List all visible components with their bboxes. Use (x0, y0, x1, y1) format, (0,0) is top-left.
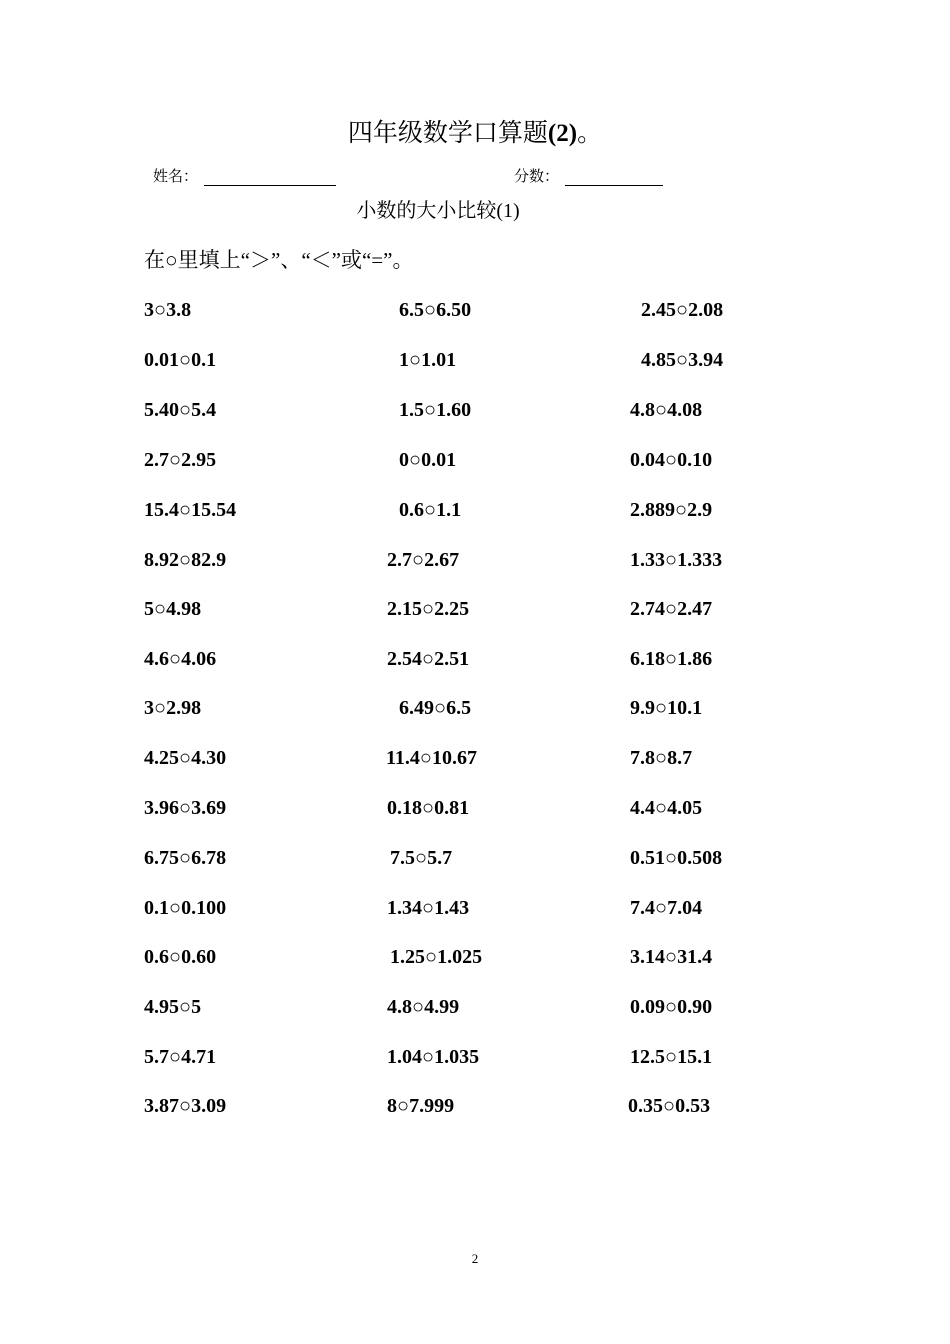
comparison-problem[interactable]: 15.4○15.54 (144, 499, 237, 521)
comparison-problem[interactable]: 0○0.01 (399, 449, 457, 471)
section-subtitle: 小数的大小比较(1) (356, 200, 520, 222)
comparison-problem[interactable]: 0.35○0.53 (628, 1095, 711, 1117)
comparison-problem[interactable]: 2.45○2.08 (641, 299, 724, 321)
comparison-problem[interactable]: 4.8○4.99 (387, 996, 460, 1018)
comparison-problem[interactable]: 3.87○3.09 (144, 1095, 227, 1117)
comparison-problem[interactable]: 0.1○0.100 (144, 897, 227, 919)
comparison-problem[interactable]: 4.6○4.06 (144, 648, 217, 670)
comparison-problem[interactable]: 0.01○0.1 (144, 349, 217, 371)
comparison-problem[interactable]: 7.4○7.04 (630, 897, 703, 919)
comparison-problem[interactable]: 2.889○2.9 (630, 499, 713, 521)
comparison-problem[interactable]: 3.14○31.4 (630, 946, 713, 968)
comparison-problem[interactable]: 0.18○0.81 (387, 797, 470, 819)
comparison-problem[interactable]: 6.5○6.50 (399, 299, 472, 321)
title-suffix: 。 (577, 120, 603, 147)
comparison-problem[interactable]: 5.40○5.4 (144, 399, 217, 421)
comparison-problem[interactable]: 4.4○4.05 (630, 797, 703, 819)
comparison-problem[interactable]: 2.15○2.25 (387, 598, 470, 620)
comparison-problem[interactable]: 4.95○5 (144, 996, 202, 1018)
comparison-problem[interactable]: 0.6○1.1 (399, 499, 462, 521)
comparison-problem[interactable]: 6.18○1.86 (630, 648, 713, 670)
comparison-problem[interactable]: 0.09○0.90 (630, 996, 713, 1018)
comparison-problem[interactable]: 12.5○15.1 (630, 1046, 713, 1068)
comparison-problem[interactable]: 7.8○8.7 (630, 747, 693, 769)
title-text: 四年级数学口算题 (347, 120, 548, 147)
comparison-problem[interactable]: 0.6○0.60 (144, 946, 217, 968)
name-blank-line[interactable] (204, 185, 336, 186)
comparison-problem[interactable]: 3.96○3.69 (144, 797, 227, 819)
comparison-problem[interactable]: 11.4○10.67 (386, 747, 477, 769)
page-number: 2 (471, 1251, 479, 1266)
score-blank-line[interactable] (565, 185, 663, 186)
page-title (0, 114, 950, 154)
comparison-problem[interactable]: 0.51○0.508 (630, 847, 723, 869)
comparison-problem[interactable]: 6.49○6.5 (399, 697, 472, 719)
comparison-problem[interactable]: 8.92○82.9 (144, 549, 227, 571)
score-label: 分数： (514, 169, 560, 185)
name-label: 姓名： (153, 169, 199, 185)
comparison-problem[interactable]: 2.7○2.95 (144, 449, 217, 471)
comparison-problem[interactable]: 1.34○1.43 (387, 897, 470, 919)
comparison-problem[interactable]: 3○2.98 (144, 697, 202, 719)
comparison-problem[interactable]: 2.7○2.67 (387, 549, 460, 571)
comparison-problem[interactable]: 6.75○6.78 (144, 847, 227, 869)
comparison-problem[interactable]: 1.04○1.035 (387, 1046, 480, 1068)
comparison-problem[interactable]: 5.7○4.71 (144, 1046, 217, 1068)
comparison-problem[interactable]: 4.8○4.08 (630, 399, 703, 421)
comparison-problem[interactable]: 1○1.01 (399, 349, 457, 371)
title-number: (2) (547, 120, 578, 147)
comparison-problem[interactable]: 1.5○1.60 (399, 399, 472, 421)
comparison-problem[interactable]: 8○7.999 (387, 1095, 455, 1117)
comparison-problem[interactable]: 1.33○1.333 (630, 549, 723, 571)
comparison-problem[interactable]: 9.9○10.1 (630, 697, 703, 719)
comparison-problem[interactable]: 2.74○2.47 (630, 598, 713, 620)
comparison-problem[interactable]: 3○3.8 (144, 299, 192, 321)
comparison-problem[interactable]: 5○4.98 (144, 598, 202, 620)
comparison-problem[interactable]: 2.54○2.51 (387, 648, 470, 670)
comparison-problem[interactable]: 4.25○4.30 (144, 747, 227, 769)
instruction-text: 在○里填上“＞”、“＜”或“=”。 (144, 248, 414, 272)
comparison-problem[interactable]: 0.04○0.10 (630, 449, 713, 471)
comparison-problem[interactable]: 4.85○3.94 (641, 349, 724, 371)
comparison-problem[interactable]: 1.25○1.025 (390, 946, 483, 968)
comparison-problem[interactable]: 7.5○5.7 (390, 847, 453, 869)
